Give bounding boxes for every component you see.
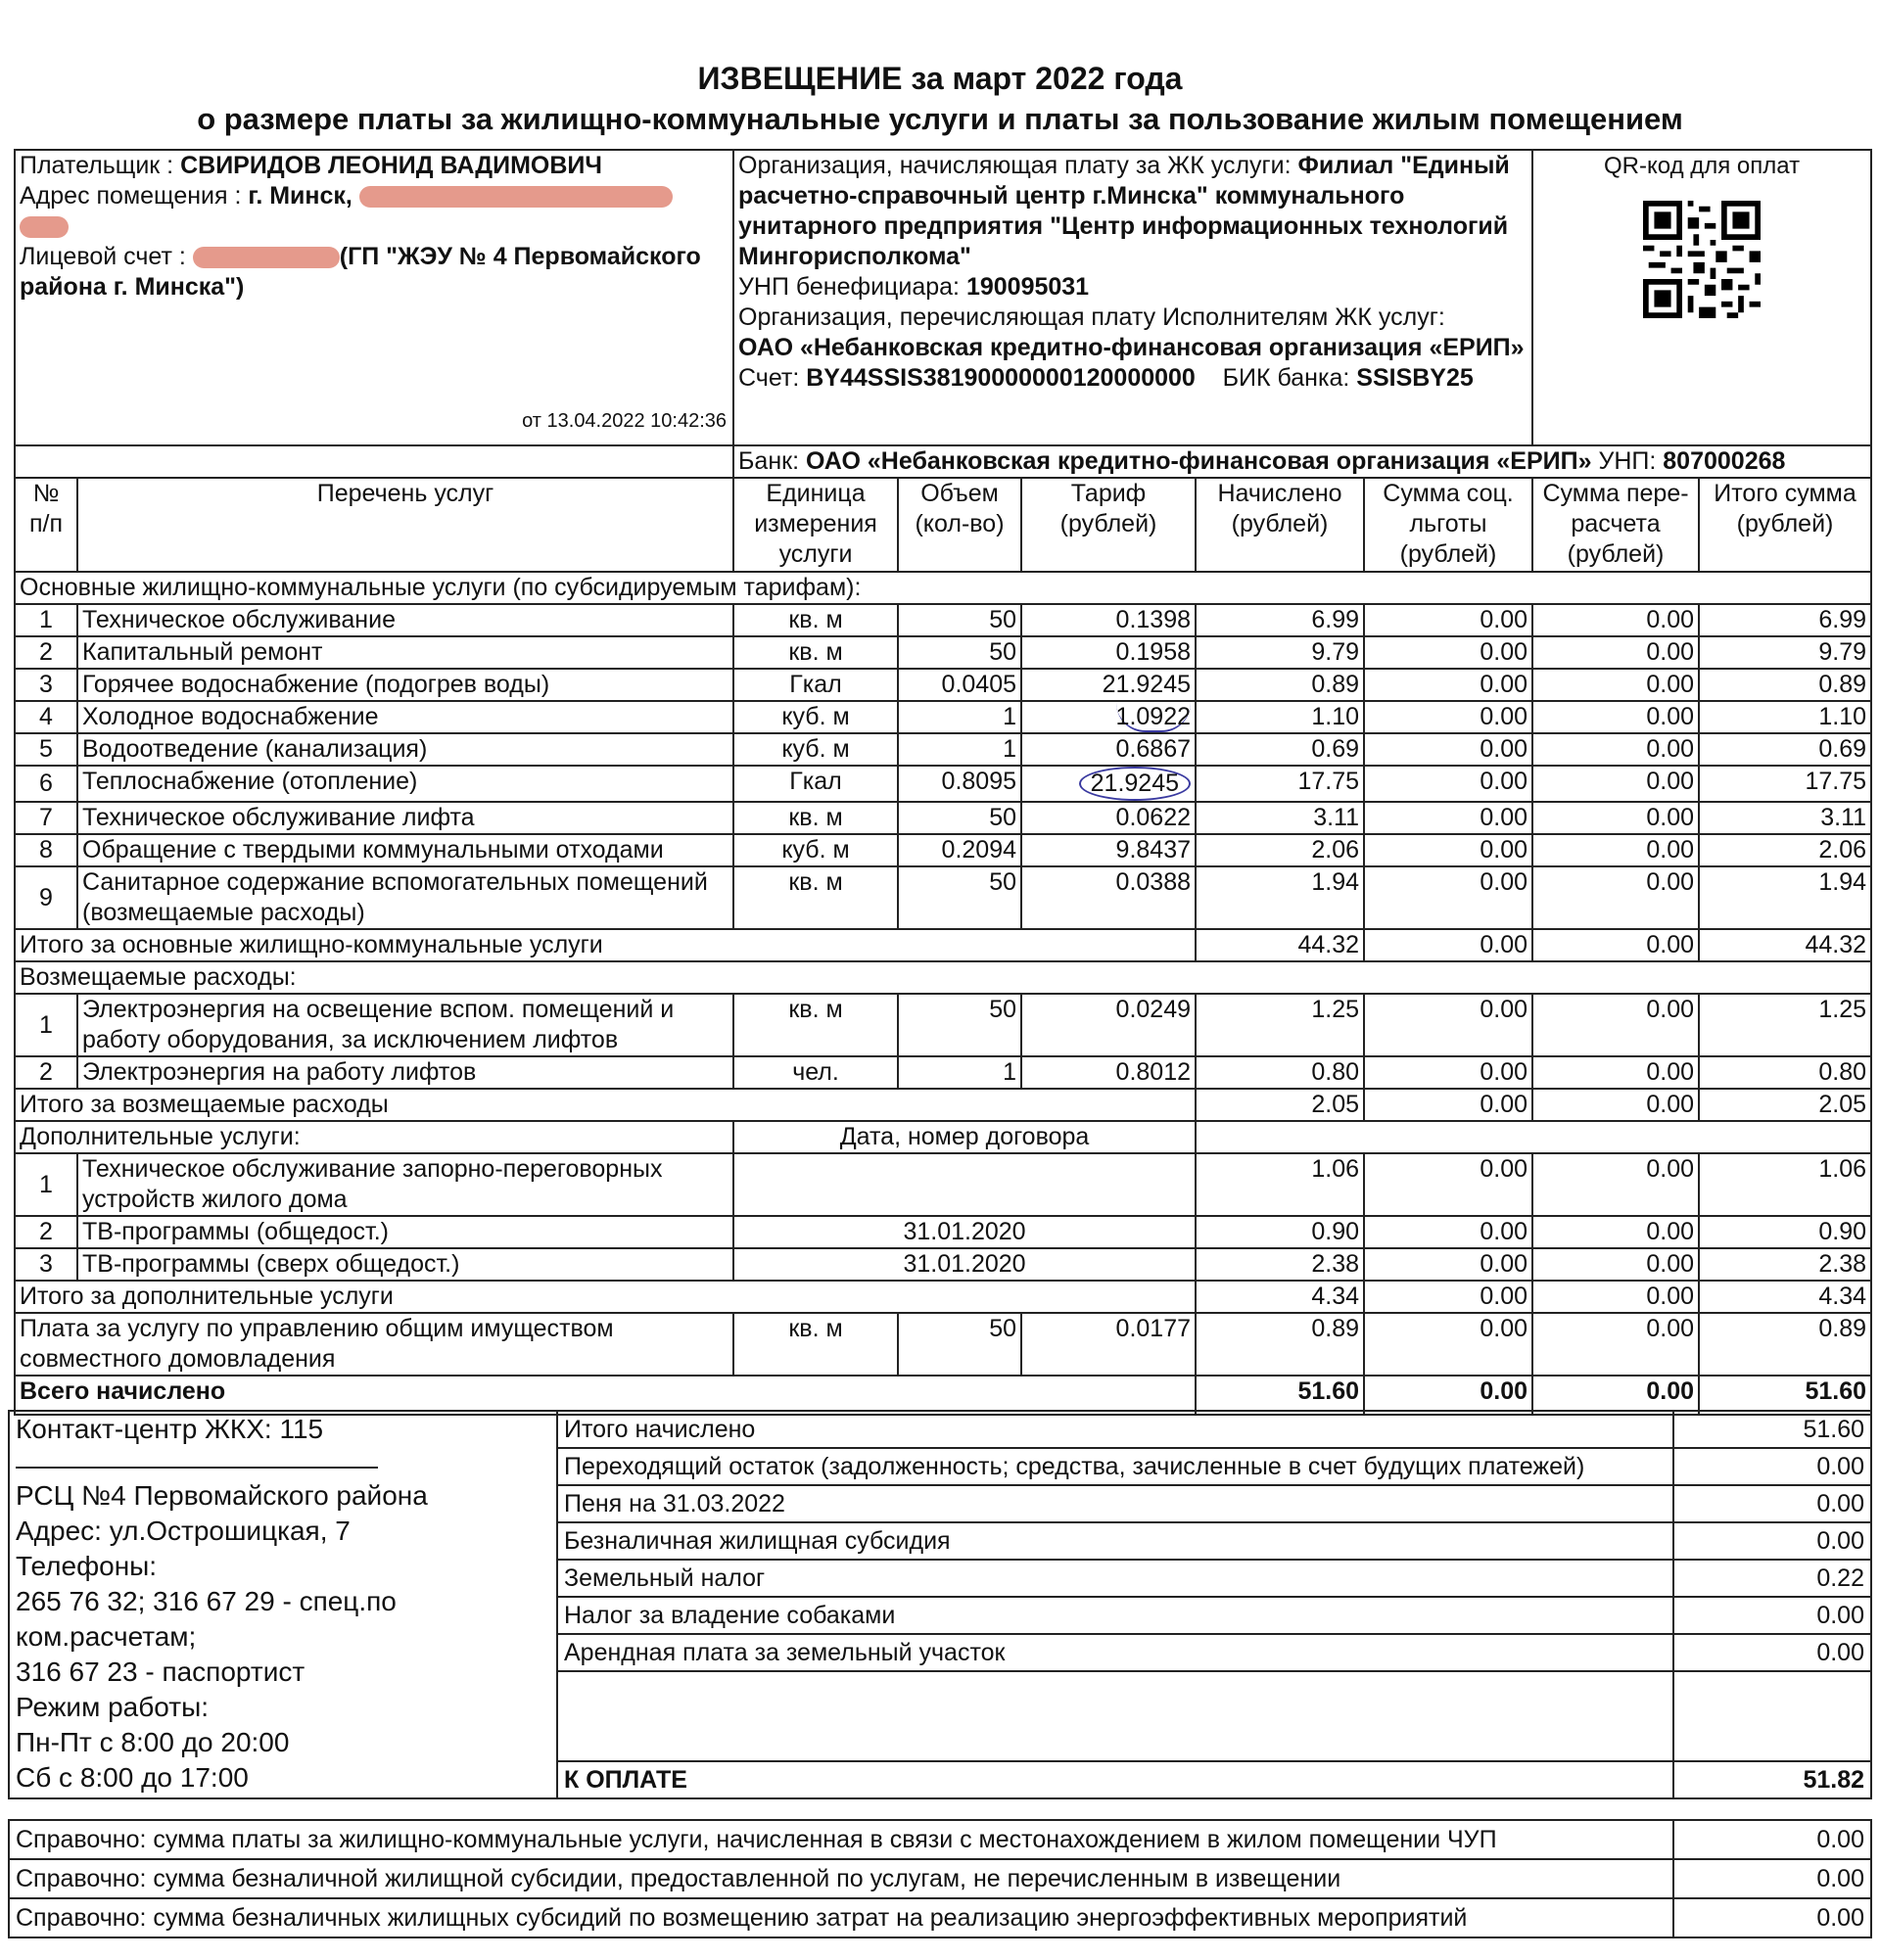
row-number: 9 (15, 866, 77, 929)
tariff: 0.1958 (1021, 636, 1196, 669)
bank-line (733, 445, 1871, 478)
col-service: Перечень услуг (77, 478, 733, 572)
service-name: Водоотведение (канализация) (77, 733, 733, 766)
section-main-label: Основные жилищно-коммунальные услуги (по субсидируемым тарифам): (15, 572, 1871, 604)
benefit: 0.00 (1364, 1248, 1532, 1281)
bank-account-label: Счет: (738, 364, 800, 392)
section-reimb-label: Возмещаемые расходы: (15, 961, 1871, 994)
unit: кв. м (733, 636, 898, 669)
service-name: Техническое обслуживание лифта (77, 802, 733, 834)
reimb-total-row (15, 1089, 1871, 1121)
unit: Гкал (733, 669, 898, 701)
benefit: 0.00 (1364, 733, 1532, 766)
unit: куб. м (733, 733, 898, 766)
charged: 1.06 (1196, 1153, 1364, 1216)
recalc: 0.00 (1532, 802, 1699, 834)
row-number: 2 (15, 1216, 77, 1248)
table-row (15, 1248, 1871, 1281)
summary-label: Налог за владение собаками (557, 1597, 1673, 1634)
contact-address: Адрес: ул.Острошицкая, 7 (16, 1516, 351, 1546)
table-row (15, 636, 1871, 669)
redacted-account (193, 247, 340, 268)
tariff: 0.0622 (1021, 802, 1196, 834)
benefit: 0.00 (1364, 1153, 1532, 1216)
table-row (15, 1153, 1871, 1216)
row-number: 3 (15, 669, 77, 701)
tariff: 0.8012 (1021, 1056, 1196, 1089)
summary-value: 0.00 (1673, 1485, 1871, 1522)
tariff: 21.9245 (1021, 669, 1196, 701)
payer-label: Плательщик : (20, 152, 174, 179)
unit: кв. м (733, 994, 898, 1056)
benefit: 0.00 (1364, 604, 1532, 636)
charged: 0.69 (1196, 733, 1364, 766)
col-unit: Единица измерения услуги (733, 478, 898, 572)
volume: 50 (898, 866, 1021, 929)
charged: 1.94 (1196, 866, 1364, 929)
reimb-total-charged: 2.05 (1196, 1089, 1364, 1121)
unit: кв. м (733, 802, 898, 834)
tariff: 21.9245 (1021, 766, 1196, 802)
summary-value: 51.60 (1673, 1411, 1871, 1448)
row-total: 17.75 (1699, 766, 1871, 802)
table-row (15, 669, 1871, 701)
to-pay-value: 51.82 (1673, 1761, 1871, 1798)
recalc: 0.00 (1532, 733, 1699, 766)
col-benefit: Сумма соц. льготы (рублей) (1364, 478, 1532, 572)
col-volume: Объем (кол-во) (898, 478, 1021, 572)
qr-block (1532, 150, 1871, 445)
benefit: 0.00 (1364, 636, 1532, 669)
add-total-charged: 4.34 (1196, 1281, 1364, 1313)
redacted-address-2 (20, 216, 69, 238)
unit: Гкал (733, 766, 898, 802)
reference-label: Справочно: сумма платы за жилищно-коммунальные услуги, начисленная в связи с местонахождением в жилом помещении ЧУП (9, 1820, 1673, 1859)
qr-code-icon[interactable] (1643, 201, 1761, 318)
add-total-label: Итого за дополнительные услуги (15, 1281, 1196, 1313)
tariff: 0.6867 (1021, 733, 1196, 766)
reference-value: 0.00 (1673, 1820, 1871, 1859)
management-tariff: 0.0177 (1021, 1313, 1196, 1376)
recalc: 0.00 (1532, 1248, 1699, 1281)
recalc: 0.00 (1532, 994, 1699, 1056)
charging-org-label: Организация, начисляющая плату за ЖК услуги: (738, 152, 1292, 179)
header-row (15, 478, 1871, 572)
col-charged: Начислено (рублей) (1196, 478, 1364, 572)
recalc: 0.00 (1532, 604, 1699, 636)
charging-org-name: Филиал "Единый расчетно-справочный центр г.Минска" коммунального унитарного предприятия "Центр информационных технологий Мингорисполкома" (738, 152, 1510, 270)
grand-total-label: Всего начислено (15, 1376, 1196, 1415)
unit: чел. (733, 1056, 898, 1089)
recalc: 0.00 (1532, 1216, 1699, 1248)
row-total: 0.90 (1699, 1216, 1871, 1248)
table-row (15, 766, 1871, 802)
grand-total-benefit: 0.00 (1364, 1376, 1532, 1415)
recalc: 0.00 (1532, 669, 1699, 701)
benefit: 0.00 (1364, 669, 1532, 701)
additional-services (15, 1153, 1871, 1281)
reference-label: Справочно: сумма безналичной жилищной субсидии, предоставленной по услугам, не перечисленным в извещении (9, 1859, 1673, 1898)
service-name: Теплоснабжение (отопление) (77, 766, 733, 802)
row-total: 0.89 (1699, 669, 1871, 701)
summary-label: Переходящий остаток (задолженность; средства, зачисленные в счет будущих платежей) (557, 1448, 1673, 1485)
service-name: Электроэнергия на освещение вспом. помещений и работу оборудования, за исключением лифтов (77, 994, 733, 1056)
tariff: 0.0249 (1021, 994, 1196, 1056)
benefit: 0.00 (1364, 994, 1532, 1056)
row-number: 1 (15, 1153, 77, 1216)
contract-date (733, 1153, 1196, 1216)
unp-value: 190095031 (965, 273, 1090, 301)
notice-title: ИЗВЕЩЕНИЕ за март 2022 года (697, 61, 1183, 96)
table-row (15, 994, 1871, 1056)
timestamp: от 13.04.2022 10:42:36 (522, 410, 728, 432)
bik-value: SSISBY25 (1356, 364, 1474, 392)
section-add-label: Дополнительные услуги: (15, 1121, 733, 1153)
summary-table (8, 1410, 1872, 1799)
service-name: ТВ-программы (общедост.) (77, 1216, 733, 1248)
main-total-total: 44.32 (1699, 929, 1871, 961)
table-row (15, 1216, 1871, 1248)
main-total-row (15, 929, 1871, 961)
reimb-total-label: Итого за возмещаемые расходы (15, 1089, 1196, 1121)
main-total-benefit: 0.00 (1364, 929, 1532, 961)
main-total-charged: 44.32 (1196, 929, 1364, 961)
contact-hours-label: Режим работы: (16, 1692, 209, 1722)
management-row (15, 1313, 1871, 1376)
charged: 3.11 (1196, 802, 1364, 834)
benefit: 0.00 (1364, 1056, 1532, 1089)
row-total: 2.38 (1699, 1248, 1871, 1281)
summary-label: Итого начислено (557, 1411, 1673, 1448)
grand-total-recalc: 0.00 (1532, 1376, 1699, 1415)
charged: 9.79 (1196, 636, 1364, 669)
management-unit: кв. м (733, 1313, 898, 1376)
col-total: Итого сумма (рублей) (1699, 478, 1871, 572)
charged: 1.10 (1196, 701, 1364, 733)
tariff: 1.0922 (1021, 701, 1196, 733)
row-total: 2.06 (1699, 834, 1871, 866)
summary-label: Земельный налог (557, 1560, 1673, 1597)
contract-header: Дата, номер договора (733, 1121, 1196, 1153)
reimb-total-benefit: 0.00 (1364, 1089, 1532, 1121)
charged: 1.25 (1196, 994, 1364, 1056)
row-number: 2 (15, 636, 77, 669)
contact-hours-2: Сб с 8:00 до 17:00 (16, 1762, 249, 1793)
bank-unp-value: 807000268 (1663, 447, 1786, 475)
contract-date: 31.01.2020 (733, 1216, 1196, 1248)
benefit: 0.00 (1364, 866, 1532, 929)
unit: куб. м (733, 834, 898, 866)
recalc: 0.00 (1532, 701, 1699, 733)
benefit: 0.00 (1364, 766, 1532, 802)
contact-phones-2: 316 67 23 - паспортист (16, 1657, 306, 1687)
bank-account-value: BY44SSIS38190000000120000000 (806, 364, 1196, 392)
add-total-benefit: 0.00 (1364, 1281, 1532, 1313)
main-services (15, 604, 1871, 929)
row-number: 1 (15, 604, 77, 636)
service-name: ТВ-программы (сверх общедост.) (77, 1248, 733, 1281)
benefit: 0.00 (1364, 834, 1532, 866)
service-name: Электроэнергия на работу лифтов (77, 1056, 733, 1089)
row-number: 7 (15, 802, 77, 834)
volume: 0.8095 (898, 766, 1021, 802)
volume: 1 (898, 733, 1021, 766)
volume: 50 (898, 636, 1021, 669)
payer-name: СВИРИДОВ ЛЕОНИД ВАДИМОВИЧ (180, 152, 602, 179)
charged: 2.38 (1196, 1248, 1364, 1281)
main-total-recalc: 0.00 (1532, 929, 1699, 961)
reimb-total-recalc: 0.00 (1532, 1089, 1699, 1121)
reference-value: 0.00 (1673, 1859, 1871, 1898)
qr-label: QR-код для оплат (1603, 153, 1801, 179)
table-row (15, 604, 1871, 636)
summary-value: 0.00 (1673, 1597, 1871, 1634)
charged: 0.80 (1196, 1056, 1364, 1089)
summary-label: Безналичная жилищная субсидия (557, 1522, 1673, 1560)
service-name: Обращение с твердыми коммунальными отходами (77, 834, 733, 866)
unit: куб. м (733, 701, 898, 733)
bik-label: БИК банка: (1222, 364, 1350, 392)
contact-center: Контакт-центр ЖКХ: 115 (16, 1414, 324, 1444)
unit: кв. м (733, 604, 898, 636)
redacted-address (359, 186, 673, 208)
grand-total-charged: 51.60 (1196, 1376, 1364, 1415)
row-number: 4 (15, 701, 77, 733)
tariff: 9.8437 (1021, 834, 1196, 866)
charged: 17.75 (1196, 766, 1364, 802)
address-label: Адрес помещения : (20, 182, 242, 210)
unit: кв. м (733, 866, 898, 929)
to-pay-label: К ОПЛАТЕ (557, 1761, 1673, 1798)
row-total: 1.94 (1699, 866, 1871, 929)
col-tariff: Тариф (рублей) (1021, 478, 1196, 572)
summary-label: Пеня на 31.03.2022 (557, 1485, 1673, 1522)
table-row (15, 802, 1871, 834)
service-name: Горячее водоснабжение (подогрев воды) (77, 669, 733, 701)
management-recalc: 0.00 (1532, 1313, 1699, 1376)
recalc: 0.00 (1532, 866, 1699, 929)
row-total: 1.25 (1699, 994, 1871, 1056)
row-total: 6.99 (1699, 604, 1871, 636)
recalc: 0.00 (1532, 1056, 1699, 1089)
reimbursed-services (15, 994, 1871, 1089)
volume: 1 (898, 1056, 1021, 1089)
service-name: Техническое обслуживание запорно-переговорных устройств жилого дома (77, 1153, 733, 1216)
recalc: 0.00 (1532, 1153, 1699, 1216)
management-benefit: 0.00 (1364, 1313, 1532, 1376)
management-charged: 0.89 (1196, 1313, 1364, 1376)
recalc: 0.00 (1532, 636, 1699, 669)
row-total: 0.69 (1699, 733, 1871, 766)
add-total-recalc: 0.00 (1532, 1281, 1699, 1313)
bank-label: Банк: (738, 447, 800, 475)
row-number: 5 (15, 733, 77, 766)
reference-table (8, 1819, 1872, 1938)
volume: 0.2094 (898, 834, 1021, 866)
col-num: № п/п (15, 478, 77, 572)
row-total: 0.80 (1699, 1056, 1871, 1089)
grand-total-total: 51.60 (1699, 1376, 1871, 1415)
account-label: Лицевой счет : (20, 243, 186, 270)
row-total: 1.06 (1699, 1153, 1871, 1216)
contact-phones-label: Телефоны: (16, 1551, 158, 1581)
main-total-label: Итого за основные жилищно-коммунальные услуги (15, 929, 1196, 961)
table-row (15, 1056, 1871, 1089)
grand-total-row (15, 1376, 1871, 1415)
summary-value: 0.00 (1673, 1448, 1871, 1485)
summary-value: 0.00 (1673, 1522, 1871, 1560)
table-row (15, 701, 1871, 733)
transfer-org-name: ОАО «Небанковская кредитно-финансовая организация «ЕРИП» (738, 334, 1525, 361)
service-name: Техническое обслуживание (77, 604, 733, 636)
notice-subtitle: о размере платы за жилищно-коммунальные услуги и платы за пользование жилым помещением (197, 102, 1683, 136)
management-total: 0.89 (1699, 1313, 1871, 1376)
contact-hours-1: Пн-Пт с 8:00 до 20:00 (16, 1727, 290, 1757)
volume: 50 (898, 994, 1021, 1056)
charges-table (14, 149, 1872, 1416)
recalc: 0.00 (1532, 834, 1699, 866)
row-number: 1 (15, 994, 77, 1056)
benefit: 0.00 (1364, 1216, 1532, 1248)
volume: 1 (898, 701, 1021, 733)
reference-label: Справочно: сумма безналичных жилищных субсидий по возмещению затрат на реализацию энергоэффективных мероприятий (9, 1898, 1673, 1937)
summary-value: 0.22 (1673, 1560, 1871, 1597)
row-number: 2 (15, 1056, 77, 1089)
table-row (15, 866, 1871, 929)
account-org: (ГП "ЖЭУ № 4 Первомайского района г. Минска") (20, 243, 701, 301)
row-number: 8 (15, 834, 77, 866)
contract-date: 31.01.2020 (733, 1248, 1196, 1281)
management-volume: 50 (898, 1313, 1021, 1376)
row-number: 6 (15, 766, 77, 802)
benefit: 0.00 (1364, 802, 1532, 834)
summary-value: 0.00 (1673, 1634, 1871, 1671)
charged: 0.89 (1196, 669, 1364, 701)
add-total-row (15, 1281, 1871, 1313)
reimb-total-total: 2.05 (1699, 1089, 1871, 1121)
col-recalc: Сумма пере-расчета (рублей) (1532, 478, 1699, 572)
charged: 0.90 (1196, 1216, 1364, 1248)
table-row (15, 733, 1871, 766)
volume: 50 (898, 604, 1021, 636)
management-name: Плата за услугу по управлению общим имуществом совместного домовладения (15, 1313, 733, 1376)
row-total: 9.79 (1699, 636, 1871, 669)
contact-phones-1: 265 76 32; 316 67 29 - спец.по ком.расчетам; (16, 1586, 397, 1652)
contact-block (9, 1411, 557, 1798)
bank-unp-label: УНП: (1598, 447, 1657, 475)
transfer-org-label: Организация, перечисляющая плату Исполнителям ЖК услуг: (738, 303, 1445, 331)
organization-block (733, 150, 1532, 445)
charged: 6.99 (1196, 604, 1364, 636)
bank-value: ОАО «Небанковская кредитно-финансовая организация «ЕРИП» (805, 447, 1592, 475)
volume: 0.0405 (898, 669, 1021, 701)
unp-label: УНП бенефициара: (738, 273, 960, 301)
add-total-total: 4.34 (1699, 1281, 1871, 1313)
tariff: 0.0388 (1021, 866, 1196, 929)
row-total: 3.11 (1699, 802, 1871, 834)
service-name: Санитарное содержание вспомогательных помещений (возмещаемые расходы) (77, 866, 733, 929)
recalc: 0.00 (1532, 766, 1699, 802)
table-row (15, 834, 1871, 866)
tariff: 0.1398 (1021, 604, 1196, 636)
address-value: г. Минск, (248, 182, 352, 210)
summary-label: Арендная плата за земельный участок (557, 1634, 1673, 1671)
service-name: Капитальный ремонт (77, 636, 733, 669)
row-number: 3 (15, 1248, 77, 1281)
service-name: Холодное водоснабжение (77, 701, 733, 733)
benefit: 0.00 (1364, 701, 1532, 733)
contact-rsc: РСЦ №4 Первомайского района (16, 1480, 428, 1511)
charged: 2.06 (1196, 834, 1364, 866)
row-total: 1.10 (1699, 701, 1871, 733)
payer-block (15, 150, 733, 445)
volume: 50 (898, 802, 1021, 834)
reference-value: 0.00 (1673, 1898, 1871, 1937)
